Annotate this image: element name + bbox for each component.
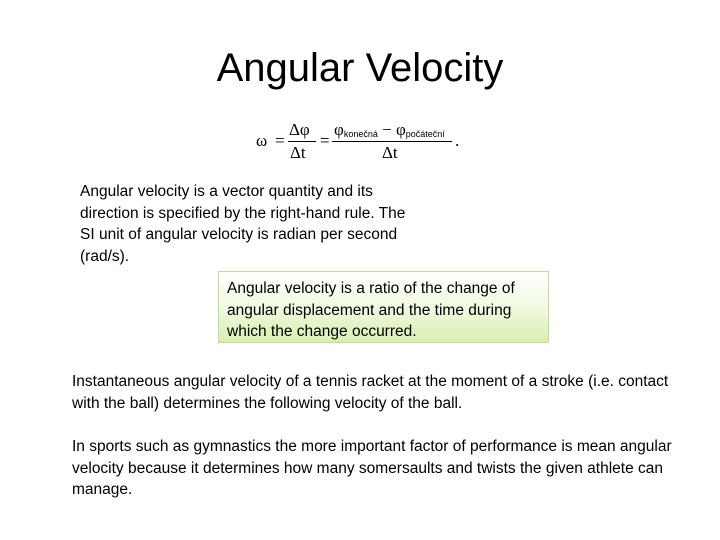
formula-period: . [455,131,460,150]
fraction-bar-2 [332,141,452,142]
formula-phi-initial: φ [395,120,406,139]
formula-minus: − [382,120,392,139]
gymnastics-paragraph: In sports such as gymnastics the more important factor of performance is mean angular velocity because it determines how many somersaults and twists the given athlete can manage. [72,438,672,498]
formula-equals-2: = [320,131,330,150]
formula-numerator [334,121,445,143]
vector-quantity-paragraph: Angular velocity is a vector quantity and its direction is specified by the right-hand rule. The SI unit of angular velocity is radian per second (rad/s). [80,183,406,265]
slide-title: Angular Velocity [216,46,504,90]
formula-delta-t-1: Δt [290,143,306,162]
formula-delta-phi: Δφ [289,120,310,139]
angular-velocity-formula [254,117,468,165]
fraction-bar-1 [288,141,316,142]
formula-equals-1: = [275,131,285,150]
formula-sub-initial: počáteční [405,129,445,139]
formula-omega: ω [256,131,268,150]
formula-sub-final: konečná [343,129,378,139]
formula-phi-final: φ [334,120,344,139]
tennis-paragraph: Instantaneous angular velocity of a tennis racket at the moment of a stroke (i.e. contact with the ball) determines the following velocity of the ball. [72,373,669,412]
definition-text: Angular velocity is a ratio of the change of angular displacement and the time during which the change occurred. [227,280,515,340]
formula-delta-t-2: Δt [382,143,398,162]
definition-box [218,271,549,343]
